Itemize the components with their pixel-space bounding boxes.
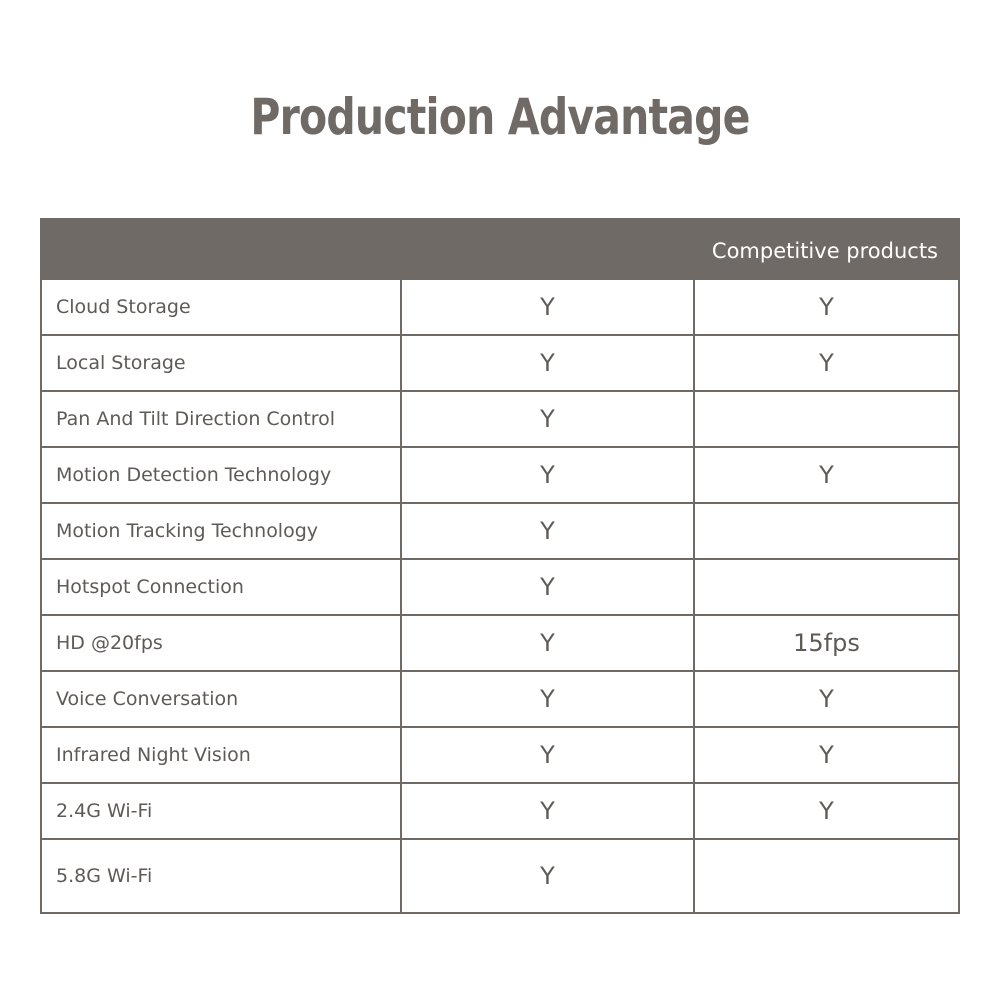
our-product-cell: Y [402, 840, 695, 912]
competitive-product-cell: Y [819, 741, 834, 769]
feature-cell: Motion Tracking Technology [42, 504, 402, 558]
our-product-cell: Y [402, 784, 695, 838]
feature-cell: Pan And Tilt Direction Control [42, 392, 402, 446]
feature-cell: Local Storage [42, 336, 402, 390]
competitive-product-cell: 15fps [793, 629, 860, 657]
our-product-cell: Y [402, 280, 695, 334]
our-product-cell: Y [402, 448, 695, 502]
feature-cell: HD @20fps [42, 616, 402, 670]
feature-cell: Hotspot Connection [42, 560, 402, 614]
competitive-product-cell: Y [819, 685, 834, 713]
our-product-cell: Y [402, 728, 695, 782]
our-product-cell: Y [402, 672, 695, 726]
table-row [42, 334, 958, 390]
competitive-product-cell [695, 840, 958, 912]
competitive-product-cell: Y [819, 797, 834, 825]
our-product-cell: Y [402, 392, 695, 446]
competitive-product-cell [695, 504, 958, 558]
page-title: Production Advantage [250, 88, 750, 146]
competitive-product-cell [695, 560, 958, 614]
our-product-cell: Y [402, 336, 695, 390]
table-row [42, 278, 958, 334]
feature-cell: Cloud Storage [42, 280, 402, 334]
competitive-product-cell [695, 392, 958, 446]
competitive-product-cell: Y [819, 349, 834, 377]
table-row [42, 502, 958, 558]
feature-cell: Motion Detection Technology [42, 448, 402, 502]
table-row [42, 670, 958, 726]
competitive-product-cell: Y [819, 461, 834, 489]
table-row [42, 838, 958, 912]
table-header [42, 220, 958, 278]
our-product-cell: Y [402, 560, 695, 614]
table-row [42, 614, 958, 670]
table-row [42, 726, 958, 782]
feature-cell: 2.4G Wi-Fi [42, 784, 402, 838]
feature-cell: Infrared Night Vision [42, 728, 402, 782]
table-row [42, 558, 958, 614]
competitive-product-cell: Y [819, 293, 834, 321]
table-row [42, 446, 958, 502]
table-row [42, 782, 958, 838]
feature-cell: 5.8G Wi-Fi [42, 840, 402, 912]
our-product-cell: Y [402, 616, 695, 670]
table-row [42, 390, 958, 446]
header-competitive-products: Competitive products [711, 239, 938, 263]
table-body [42, 278, 958, 912]
comparison-table [40, 218, 960, 914]
our-product-cell: Y [402, 504, 695, 558]
feature-cell: Voice Conversation [42, 672, 402, 726]
